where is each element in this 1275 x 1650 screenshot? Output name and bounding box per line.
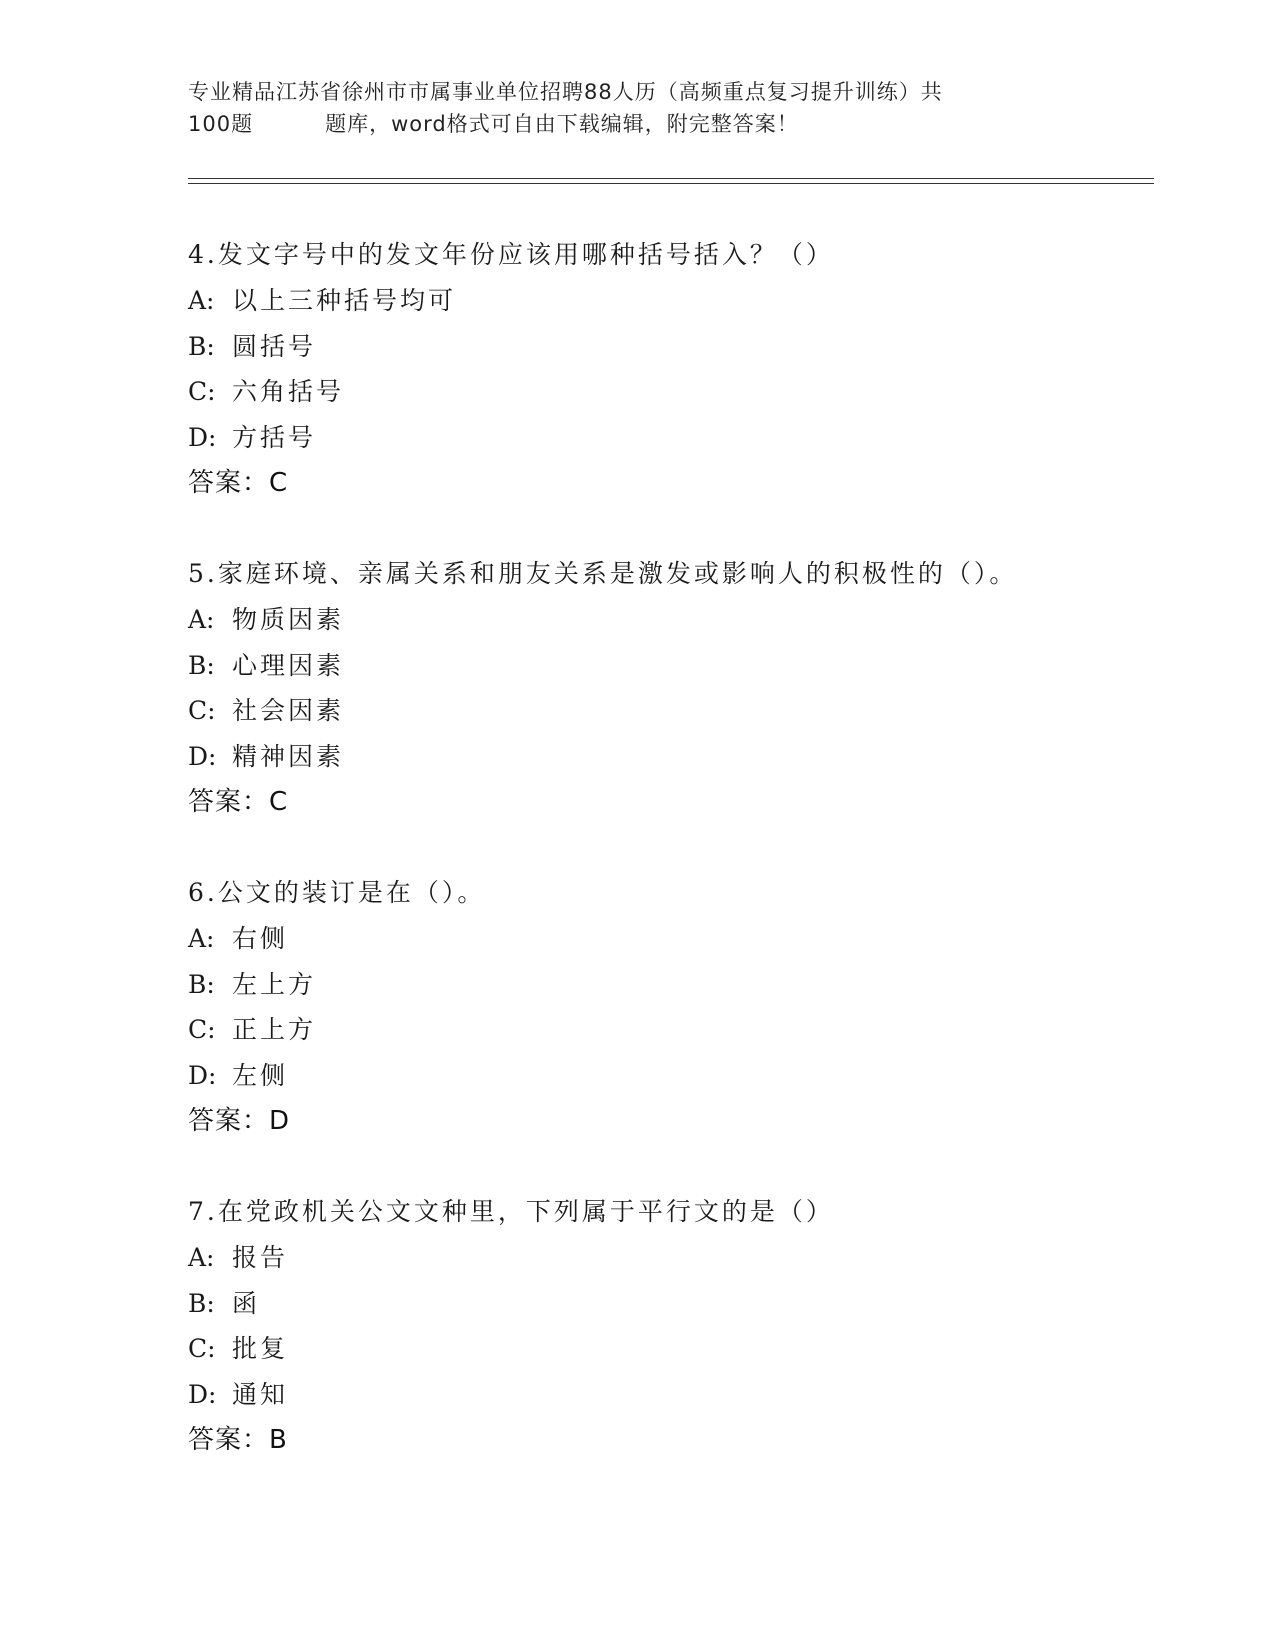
option-letter: C: (188, 377, 216, 406)
question-stem: 5.家庭环境、亲属关系和朋友关系是激发或影响人的积极性的（）。 (188, 559, 1018, 588)
option-b (188, 324, 1188, 370)
option-letter: B: (188, 969, 215, 999)
option-letter: D: (188, 741, 217, 771)
option-letter: B: (188, 331, 215, 361)
option-letter: A: (188, 605, 215, 634)
option-d (188, 415, 1188, 461)
question-stem: 7.在党政机关公文文种里，下列属于平行文的是（） (188, 1197, 834, 1226)
option-text: 圆括号 (232, 331, 317, 361)
question-stem: 6.公文的装订是在（）。 (188, 878, 486, 907)
question-item (188, 232, 1188, 506)
option-c (188, 369, 1188, 415)
option-text: 以上三种括号均可 (232, 286, 457, 315)
option-c (188, 688, 1188, 734)
option-text: 批复 (232, 1334, 289, 1363)
header-divider-bottom (188, 183, 1154, 184)
option-text: 函 (232, 1288, 261, 1318)
option-letter: C: (188, 696, 216, 725)
option-c (188, 1007, 1188, 1053)
option-text: 报告 (232, 1243, 289, 1272)
question-item (188, 1189, 1188, 1463)
option-letter: A: (188, 1243, 215, 1272)
option-letter: A: (188, 924, 215, 953)
option-text: 左上方 (232, 969, 317, 999)
option-text: 六角括号 (232, 377, 345, 406)
answer-line: 答案：D (188, 1106, 291, 1136)
option-letter: C: (188, 1015, 216, 1044)
option-text: 社会因素 (232, 696, 345, 725)
option-b (188, 1281, 1188, 1327)
option-b (188, 643, 1188, 689)
option-text: 左侧 (232, 1060, 289, 1090)
option-text: 通知 (232, 1379, 289, 1409)
header-title-line2 (188, 108, 1068, 140)
question-stem: 4.发文字号中的发文年份应该用哪种括号括入？（） (188, 240, 834, 269)
document-header (188, 76, 1068, 140)
option-a (188, 597, 1188, 643)
option-a (188, 916, 1188, 962)
answer-line: 答案：C (188, 787, 289, 817)
header-description: 题库，word格式可自由下载编辑，附完整答案！ (325, 112, 799, 136)
option-letter: A: (188, 286, 215, 315)
option-b (188, 962, 1188, 1008)
answer-line: 答案：C (188, 468, 289, 498)
option-letter: B: (188, 1288, 215, 1318)
option-d (188, 734, 1188, 780)
question-item (188, 870, 1188, 1144)
option-a (188, 278, 1188, 324)
option-text: 右侧 (232, 924, 289, 953)
option-letter: D: (188, 422, 217, 452)
header-title-line1: 专业精品江苏省徐州市市属事业单位招聘88人历（高频重点复习提升训练）共 (188, 80, 943, 104)
option-c (188, 1326, 1188, 1372)
option-d (188, 1372, 1188, 1418)
option-a (188, 1235, 1188, 1281)
option-letter: C: (188, 1334, 216, 1363)
header-divider-top (188, 178, 1154, 179)
option-d (188, 1053, 1188, 1099)
option-text: 精神因素 (232, 741, 345, 771)
option-text: 物质因素 (232, 605, 345, 634)
question-item (188, 551, 1188, 825)
option-letter: B: (188, 650, 215, 680)
option-text: 心理因素 (232, 650, 345, 680)
option-text: 方括号 (232, 422, 317, 452)
option-text: 正上方 (232, 1015, 317, 1044)
answer-line: 答案：B (188, 1425, 288, 1455)
option-letter: D: (188, 1060, 217, 1090)
header-question-count: 100题 (188, 112, 254, 136)
option-letter: D: (188, 1379, 217, 1409)
